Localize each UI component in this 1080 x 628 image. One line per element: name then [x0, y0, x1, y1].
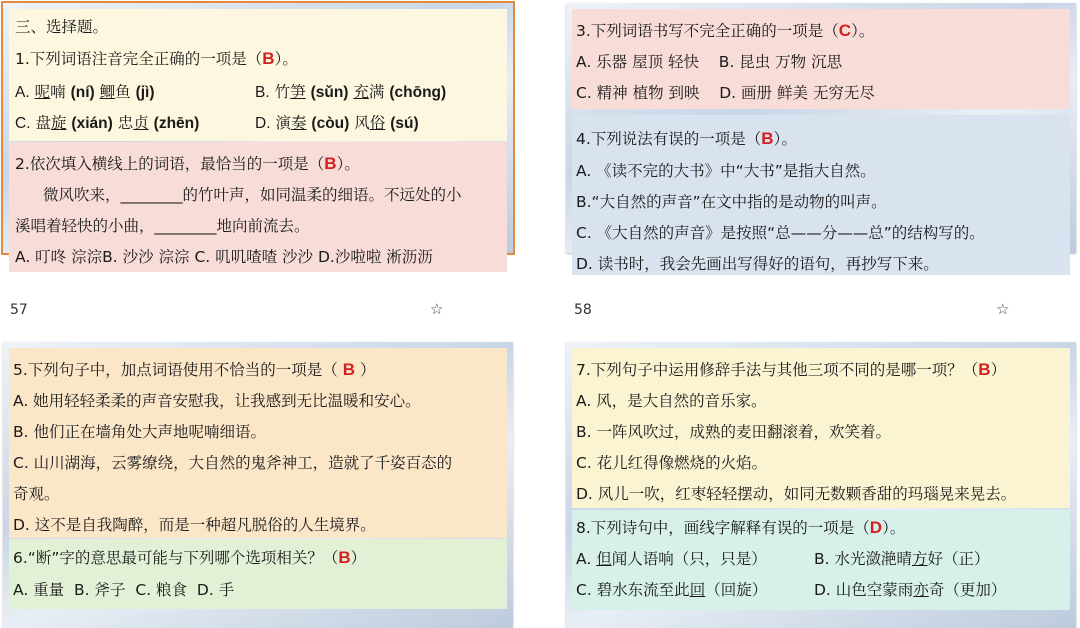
- q7-option-c: C. 花儿红得像燃烧的火焰。: [576, 454, 768, 472]
- q7-answer: B: [978, 360, 991, 379]
- slide-number-57: 57: [10, 302, 28, 318]
- q7-option-a: A. 风，是大自然的音乐家。: [576, 392, 767, 410]
- q3-options-row-1: A. 乐器 屋顶 轻快 B. 昆虫 万物 沉思: [576, 53, 843, 71]
- q7-option-b: B. 一阵风吹过，成熟的麦田翻滚着，欢笑着。: [576, 423, 891, 441]
- star-icon[interactable]: ☆: [430, 300, 444, 318]
- q5-option-b: B. 他们正在墙角处大声地呢喃细语。: [13, 423, 266, 441]
- q2-passage-line-1: 微风吹来，________的竹叶声，如同温柔的细语。不远处的小: [43, 186, 462, 204]
- slide-57-thumbnail[interactable]: [3, 3, 513, 266]
- q8-stem: 8.下列诗句中，画线字解释有误的一项是（D）。: [576, 518, 906, 537]
- q3-options-row-2: C. 精神 植物 到映 D. 画册 鲜美 无穷无尽: [576, 84, 875, 102]
- q5-option-d: D. 这不是自我陶醉，而是一种超凡脱俗的人生境界。: [13, 516, 376, 534]
- q5-option-c-line-1: C. 山川湖海，云雾缭绕，大自然的鬼斧神工，造就了千姿百态的: [13, 454, 453, 472]
- q1-option-a: A. 呢喃 (ní) 鲫鱼 (jì): [15, 83, 155, 101]
- q2-answer: B: [324, 154, 337, 173]
- q4-option-b: B.“大自然的声音”在文中指的是动物的叫声。: [576, 193, 887, 211]
- q2-passage-line-2: 溪唱着轻快的小曲，________地向前流去。: [15, 217, 310, 235]
- q5-option-a: A. 她用轻轻柔柔的声音安慰我，让我感到无比温暖和安心。: [13, 392, 421, 410]
- q8-option-a: A. 但闻人语响（只，只是）: [576, 550, 767, 568]
- q1-option-b: B. 竹笋 (sǔn) 充满 (chōng): [255, 83, 447, 101]
- q2-stem: 2.依次填入横线上的词语，最恰当的一项是（B）。: [15, 154, 360, 173]
- slide-59-thumbnail[interactable]: [3, 342, 513, 628]
- q5-option-c-line-2: 奇观。: [13, 485, 60, 503]
- q1-stem: 1.下列词语注音完全正确的一项是（B）。: [15, 49, 298, 68]
- q1-option-c: C. 盘旋 (xián) 忠贞 (zhēn): [15, 114, 200, 132]
- q8-option-d: D. 山色空蒙雨亦奇（更加）: [814, 581, 1007, 599]
- star-icon[interactable]: ☆: [996, 300, 1010, 318]
- q6-answer: B: [338, 548, 351, 567]
- slide-60-thumbnail[interactable]: [566, 342, 1076, 628]
- q2-options: A. 叮咚 淙淙B. 沙沙 淙淙 C. 叽叽喳喳 沙沙 D.沙啦啦 淅沥沥: [15, 248, 433, 266]
- section-heading: 三、选择题。: [15, 18, 109, 36]
- q7-option-d: D. 风儿一吹，红枣轻轻摆动，如同无数颗香甜的玛瑙晃来晃去。: [576, 485, 1017, 503]
- q8-option-c: C. 碧水东流至此回（回旋）: [576, 581, 768, 599]
- q1-option-d: D. 演奏 (còu) 风俗 (sú): [255, 114, 419, 132]
- q1-answer: B: [262, 49, 275, 68]
- q4-option-d: D. 读书时，我会先画出写得好的语句，再抄写下来。: [576, 255, 939, 273]
- q4-option-a: A. 《读不完的大书》中“大书”是指大自然。: [576, 162, 876, 180]
- q4-stem: 4.下列说法有误的一项是（B）。: [576, 129, 797, 148]
- q3-answer: C: [838, 21, 852, 40]
- q6-options: A. 重量 B. 斧子 C. 粮食 D. 手: [13, 581, 235, 599]
- slide-58-thumbnail[interactable]: [566, 3, 1076, 273]
- q5-stem: 5.下列句子中，加点词语使用不恰当的一项是（ B ）: [13, 360, 376, 379]
- q4-answer: B: [761, 129, 774, 148]
- q3-stem: 3.下列词语书写不完全正确的一项是（C）。: [576, 21, 875, 40]
- q4-option-c: C. 《大自然的声音》是按照“总——分——总”的结构写的。: [576, 224, 985, 242]
- q7-stem: 7.下列句子中运用修辞手法与其他三项不同的是哪一项？（B）: [576, 360, 1007, 379]
- q8-answer: D: [869, 518, 883, 537]
- q6-stem: 6.“断”字的意思最可能与下列哪个选项相关？（B）: [13, 548, 367, 567]
- q8-option-b: B. 水光潋滟晴方好（正）: [814, 550, 990, 568]
- q5-answer: B: [342, 360, 356, 379]
- slide-number-58: 58: [574, 302, 592, 318]
